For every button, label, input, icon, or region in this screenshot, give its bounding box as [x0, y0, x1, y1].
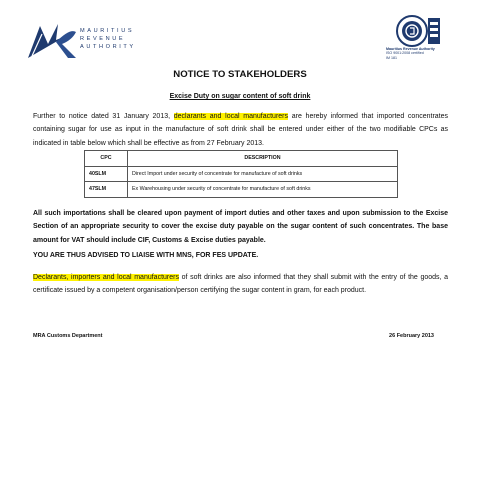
mra-logo: [26, 20, 80, 60]
table-row: [85, 182, 398, 198]
table-row: [85, 166, 398, 182]
cell-cpc: 47SLM: [85, 182, 128, 198]
iso-certification-seal: [396, 12, 442, 52]
iso-caption: [386, 47, 456, 60]
intro-paragraph: [33, 110, 448, 150]
iso-ref: IM 181: [386, 55, 397, 60]
notice-subtitle: Excise Duty on sugar content of soft drink: [169, 93, 311, 100]
intro-text-end: are hereby informed that imported concentrates containing sugar for use as input in the manufacture of soft drink shall be entered under either of the two modifiable CPCs as indicated in table below which shall be effective as from 27 February 2013.: [33, 113, 449, 147]
intro-text-start: Further to notice dated 31 January 2013,: [33, 113, 174, 120]
clearance-paragraph: All such importations shall be cleared upon payment of import duties and other taxes and upon submission to the Excise Section of an appropriate security to cover the excise duty payable on the sugar content of such concentrates. The base amount for VAT should include CIF, Customs & Excise duties payable.: [33, 210, 448, 244]
header-cpc: CPC: [85, 151, 128, 167]
certificate-highlight: Declarants, importers and local manufacturers: [33, 274, 179, 281]
certificate-paragraph: [33, 271, 448, 298]
cell-description: Ex Warehousing under security of concentrate for manufacture of soft drinks: [128, 182, 398, 198]
table-header-row: [85, 151, 398, 167]
wordmark-line-1: MAURITIUS: [80, 28, 135, 34]
cell-cpc: 40SLM: [85, 166, 128, 182]
iso-org-name: Mauritius Revenue Authority: [386, 47, 435, 51]
intro-highlight: declarants and local manufacturers: [173, 113, 289, 120]
footer-department: MRA Customs Department: [33, 333, 103, 339]
cpc-table: [84, 150, 398, 198]
iso-cert-text: ISO 9001:2008 certified: [386, 51, 424, 56]
certificate-text: of soft drinks are also informed that they shall submit with the entry of the goods, a certificate issued by a competent organisation/person certifying the sugar content in gram, for each product.: [33, 274, 448, 295]
wordmark-line-2: REVENUE: [80, 36, 126, 43]
mra-wordmark: [80, 27, 136, 52]
notice-title: NOTICE TO STAKEHOLDERS: [173, 69, 307, 80]
header-description: DESCRIPTION: [128, 151, 398, 167]
advice-line: YOU ARE THUS ADVISED TO LIAISE WITH MNS, FOR FES UPDATE.: [33, 252, 259, 259]
cell-description: Direct Import under security of concentrate for manufacture of soft drinks: [128, 166, 398, 182]
footer-date: 26 February 2013: [389, 333, 434, 339]
wordmark-line-3: AUTHORITY: [80, 44, 136, 51]
